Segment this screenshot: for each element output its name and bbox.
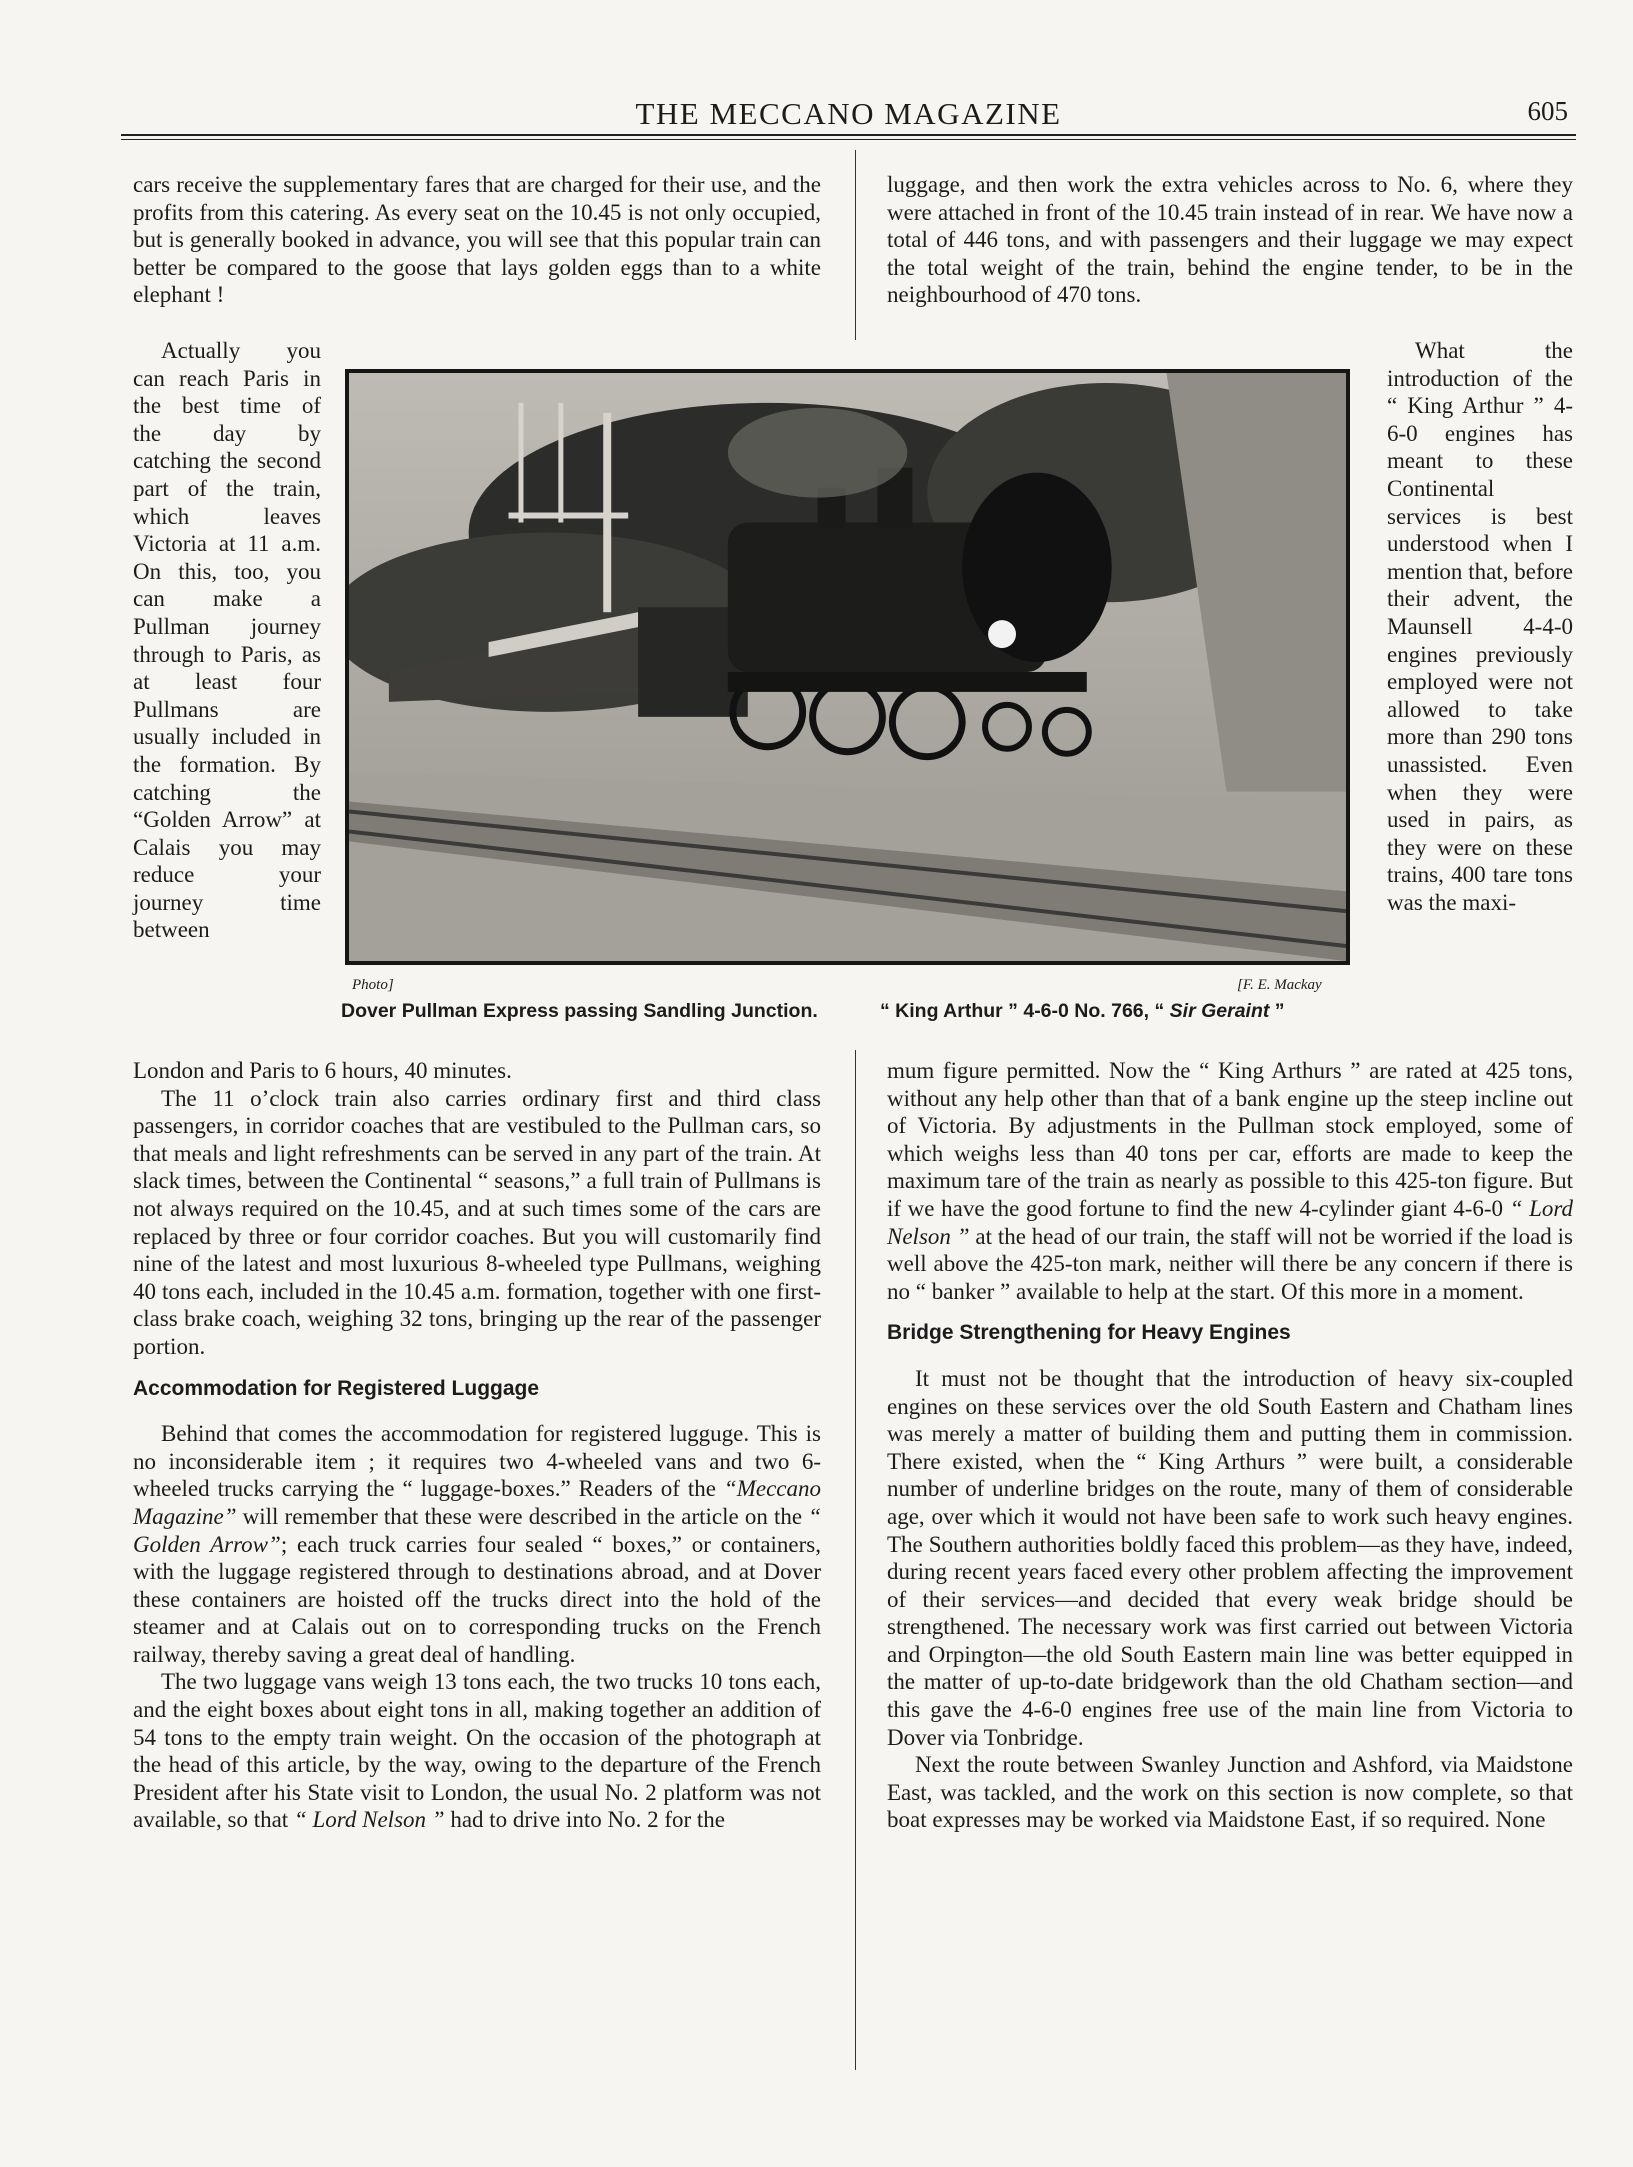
right-bottom-text: mum figure permitted. Now the “ King Arthurs ” are rated at 425 tons, without any help other than that of a bank engine up the steep incline out of Victoria. By adjustments in the Pullman stock employed, some of which weighs less than 40 tons per car, efforts are made to keep the maximum tare of the train as nearly as possible to this 425-ton figure. But if we have the good fortune to find the new 4-cylinder giant 4-6-0 “ Lord Nelson ” at the head of our train, the staff will not be worried if the load is well above the 425-ton mark, neither will there be any concern if there is no “ banker ” available to help at the start. Of this more in a moment. Bridge Strengthening for Heavy Engines It must not be thought that the introduction of heavy six-coupled engines on these services over the old South Eastern and Chatham lines was merely a matter of building them and putting them in commission. There existed, when the “ King Arthurs ” were built, a considerable number of underline bridges on the route, many of them of considerable age, over which it would not have been safe to work such heavy engines. The Southern authorities boldly faced this problem—as they have, indeed, during recent years faced every other problem affecting the improvement of their services—and decided that every weak bridge should be strengthened. The necessary work was first carried out between Victoria and Orpington—the old South Eastern main line was better equipped in the matter of up-to-date bridgework than the old Chatham section—and this gave the 4-6-0 engines free use of the main line from Victoria to Dover via Tonbridge. Next the route between Swanley Junction and Ashford, via Maidstone East, was tackled, and the work on this section is now complete, so that boat expresses may be worked via Maidstone East, if so required. None <box>887 1058 1573 1833</box>
page-header <box>121 96 1576 136</box>
column-divider-top <box>855 150 856 340</box>
locomotive-photo <box>345 369 1350 965</box>
right-narrow-paragraph: What the introduction of the “ King Arthur ” 4-6-0 engines has meant to these Continental services is best understood when I mention that, before their advent, the Maunsell 4-4-0 engines previously employed were not allowed to take more than 290 tons unassisted. Even when they were used in pairs, as they were on these trains, 400 tare tons was the maxi- <box>1387 338 1573 915</box>
heading-bridge-strengthening: Bridge Strengthening for Heavy Engines <box>887 1321 1291 1345</box>
header-rule <box>121 134 1576 136</box>
left-bottom-text: London and Paris to 6 hours, 40 minutes. The 11 o’clock train also carries ordinary first and third class passengers, in corridor coaches that are vestibuled to the Pullman cars, so that meals and light refreshments can be served in any part of the train. At slack times, between the Continental “ seasons,” a full train of Pullmans is not always required on the 10.45, and at such times some of the cars are replaced by three or four corridor coaches. But you will customarily find nine of the latest and most luxurious 8-wheeled type Pullmans, weighing 40 tons each, included in the 10.45 a.m. formation, together with one first-class brake coach, weighing 32 tons, bringing up the rear of the passenger portion. Accommodation for Registered Luggage Behind that comes the accommodation for registered lugguge. This is no inconsiderable item ; it requires two 4-wheeled vans and two 6-wheeled trucks carrying the “ luggage-boxes.” Readers of the “Meccano Magazine” will remember that these were described in the article on the “ Golden Arrow”; each truck carries four sealed “ boxes,” or containers, with the luggage registered through to destinations abroad, and at Dover these containers are hoisted off the trucks direct into the hold of the steamer and at Calais out on to corresponding trucks on the French railway, thereby saving a great deal of handling. The two luggage vans weigh 13 tons each, the two trucks 10 tons each, and the eight boxes about eight tons in all, making together an addition of 54 tons to the empty train weight. On the occasion of the photograph at the head of this article, by the way, owing to the departure of the French President after his State visit to London, the usual No. 2 platform was not available, so that “ Lord Nelson ” had to drive into No. 2 for the <box>133 1058 821 1833</box>
luggage-paragraph: Behind that comes the accommodation for registered lugguge. This is no inconsiderable item ; it requires two 4-wheeled vans and two 6-wheeled trucks carrying the “ luggage-boxes.” Readers of the “Meccano Magazine” will remember that these were described in the article on the “ Golden Arrow”; each truck carries four sealed “ boxes,” or containers, with the luggage registered through to destinations abroad, and at Dover these containers are hoisted off the trucks direct into the hold of the steamer and at Calais out on to corresponding trucks on the French railway, thereby saving a great deal of handling. <box>133 1421 821 1667</box>
heading-registered-luggage: Accommodation for Registered Luggage <box>133 1376 540 1400</box>
photo-credit-left: Photo] <box>352 977 394 993</box>
train-illustration <box>349 373 1346 961</box>
right-top-paragraph: luggage, and then work the extra vehicles across to No. 6, where they were attached in front of the 10.45 train instead of in rear. We have now a total of 446 tons, and with passengers and their luggage we may expect the total weight of the train, behind the engine tender, to be in the neighbourhood of 470 tons. <box>887 172 1573 308</box>
caption-right: “ King Arthur ” 4-6-0 No. 766, “ Sir Geraint ” <box>880 1000 1285 1022</box>
weights-paragraph: The two luggage vans weigh 13 tons each, the two trucks 10 tons each, and the eight boxes about eight tons in all, making together an addition of 54 tons to the empty train weight. On the occasion of the photograph at the head of this article, by the way, owing to the departure of the French President after his State visit to London, the usual No. 2 platform was not available, so that “ Lord Nelson ” had to drive into No. 2 for the <box>133 1669 821 1833</box>
caption-engine-name: Sir Geraint <box>1169 1000 1270 1022</box>
caption-left: Dover Pullman Express passing Sandling Junction. <box>341 1000 818 1022</box>
magazine-title: THE MECCANO MAGAZINE <box>635 96 1062 131</box>
page-number: 605 <box>1527 96 1568 126</box>
left-narrow-paragraph: Actually you can reach Paris in the best time of the day by catching the second part of the train, which leaves Victoria at 11 a.m. On this, too, you can make a Pullman journey through to Paris, as at least four Pullmans are usually included in the formation. By catching the “Golden Arrow” at Calais you may reduce your journey time between <box>133 338 321 943</box>
left-top-paragraph: cars receive the supplementary fares that are charged for their use, and the profits from this catering. As every seat on the 10.45 is not only occupied, but is generally booked in advance, you will see that this popular train can better be compared to the goose that lays golden eggs than to a white elephant ! <box>133 172 821 308</box>
photo-credit-right: [F. E. Mackay <box>1237 977 1322 993</box>
header-rule-thin <box>121 139 1576 140</box>
column-divider-bottom <box>855 1050 856 2070</box>
